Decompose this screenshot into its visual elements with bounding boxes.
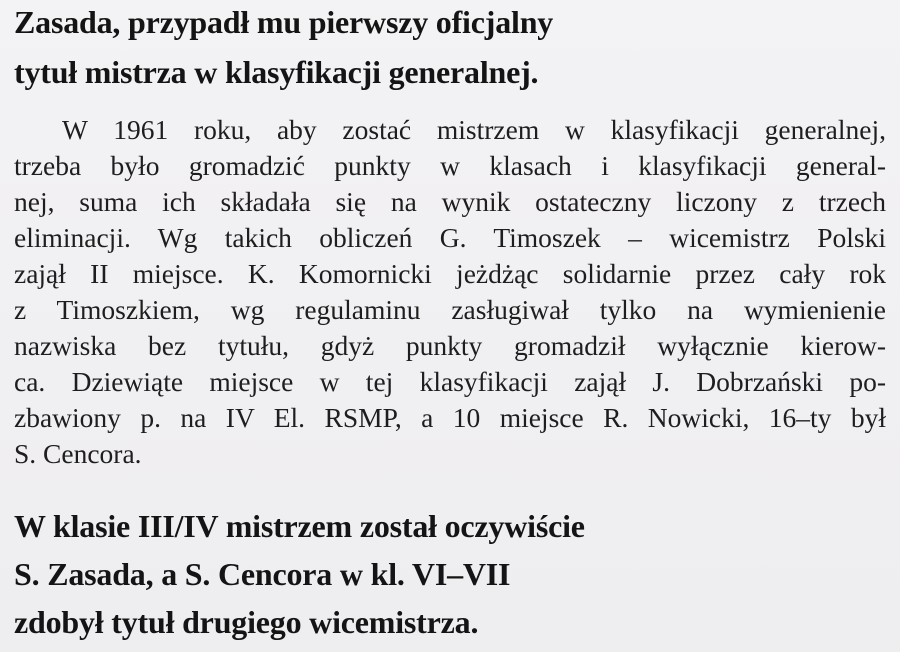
paragraph-line-6: z Timoszkiem, wg regulaminu zasługiwał tylko na wymienienie <box>14 294 886 325</box>
paragraph-line-4: eliminacji. Wg takich obliczeń G. Timoszek – wicemistrz Polski <box>14 222 886 253</box>
heading-bottom-line-2: S. Zasada, a S. Cencora w kl. VI–VII <box>14 556 511 592</box>
paragraph-line-2: trzeba było gromadzić punkty w klasach i klasyfikacji general- <box>14 150 886 181</box>
paragraph-line-5: zajął II miejsce. K. Komornicki jeżdżąc solidarnie przez cały rok <box>14 258 886 289</box>
paragraph-line-7: nazwiska bez tytułu, gdyż punkty gromadził wyłącznie kierow- <box>14 330 886 361</box>
paragraph-line-1: W 1961 roku, aby zostać mistrzem w klasyfikacji generalnej, <box>62 114 886 145</box>
paragraph-line-9: zbawiony p. na IV El. RSMP, a 10 miejsce R. Nowicki, 16–ty był <box>14 402 886 433</box>
heading-top-line-2: tytuł mistrza w klasyfikacji generalnej. <box>14 54 539 90</box>
heading-top-line-1: Zasada, przypadł mu pierwszy oficjalny <box>14 4 554 40</box>
heading-bottom-line-3: zdobył tytuł drugiego wicemistrza. <box>14 604 479 640</box>
paragraph-line-8: ca. Dziewiąte miejsce w tej klasyfikacji zajął J. Dobrzański po- <box>14 366 886 397</box>
paragraph-line-10: S. Cencora. <box>14 438 142 469</box>
paragraph-line-3: nej, suma ich składała się na wynik ostateczny liczony z trzech <box>14 186 886 217</box>
heading-bottom-line-1: W klasie III/IV mistrzem został oczywiście <box>14 508 585 544</box>
